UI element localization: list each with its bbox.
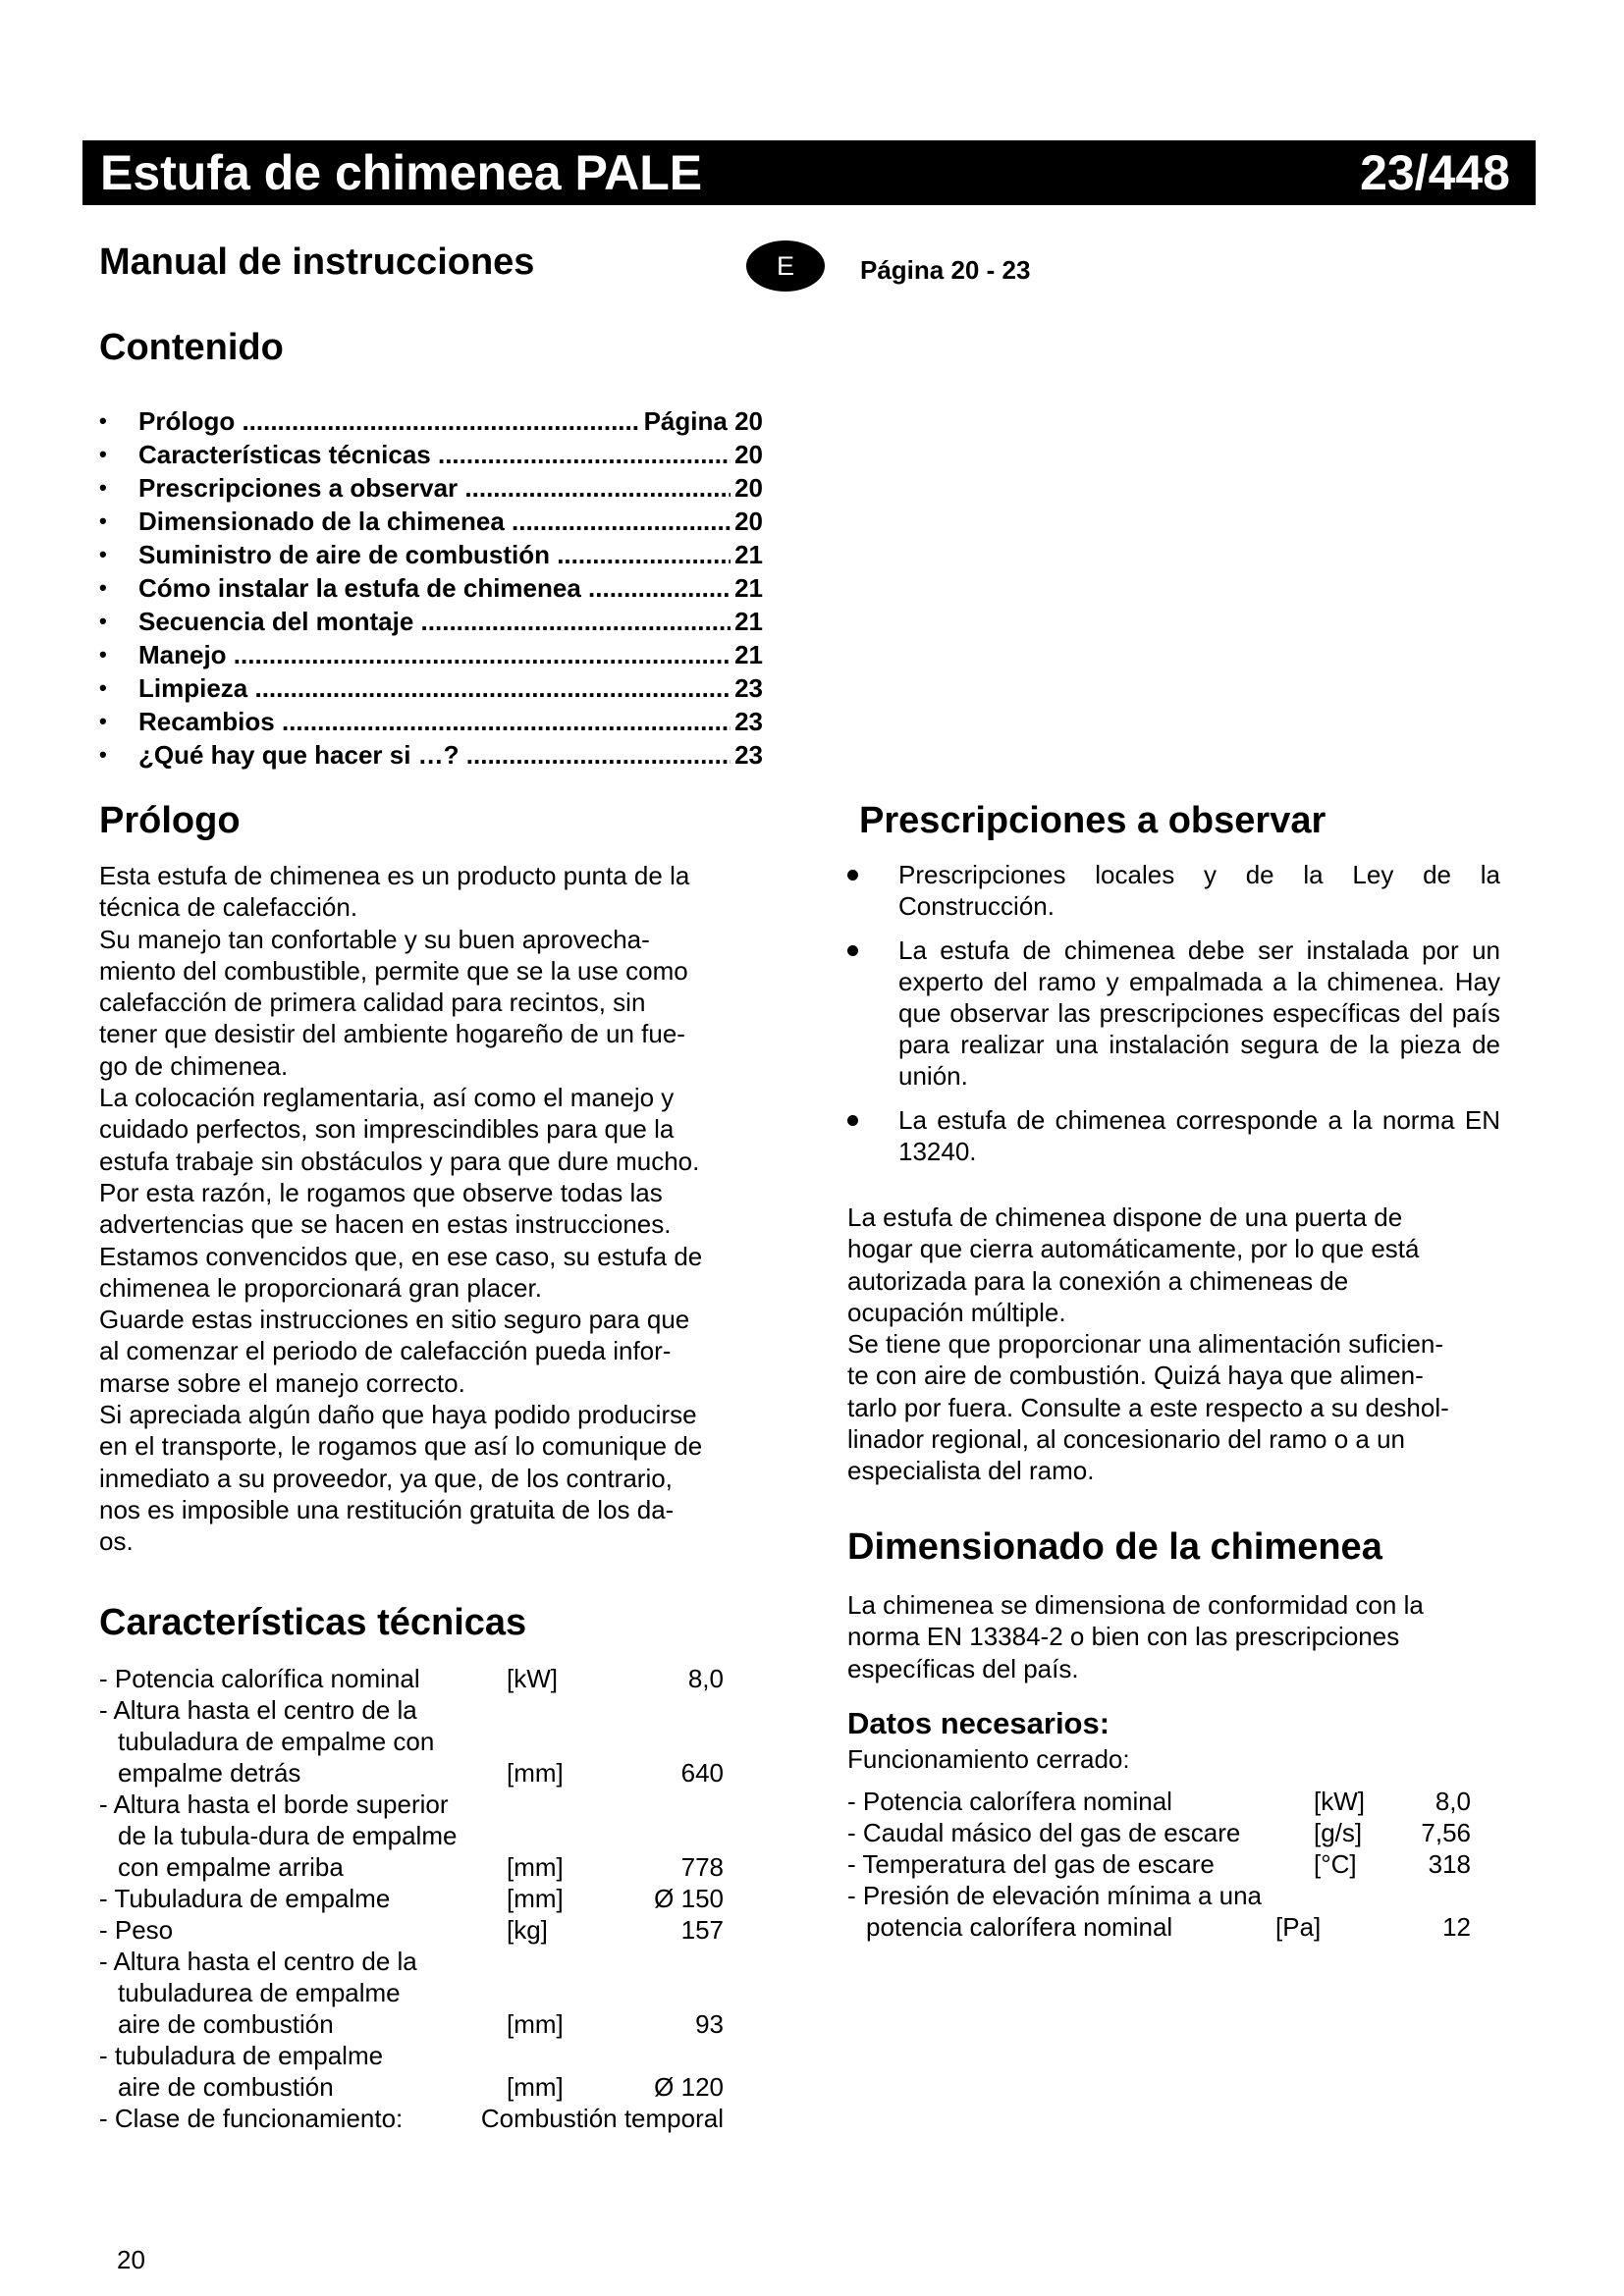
dimensionado-text: La chimenea se dimensiona de conformidad con la norma EN 13384-2 o bien con las prescripciones específicas del país. [847, 1590, 1424, 1683]
contents-heading: Contenido [99, 327, 284, 368]
spec-row: de la tubula-dura de empalme [118, 1821, 458, 1850]
bullet-icon: • [99, 709, 107, 733]
bullet-icon [847, 1115, 858, 1126]
list-item: Prescripciones locales y de la Ley de la Construcción. [847, 859, 1500, 922]
spec-row: con empalme arriba [mm] 778 [118, 1852, 724, 1882]
datos-heading: Datos necesarios: [847, 1706, 1110, 1740]
prescripciones-text: La estufa de chimenea dispone de una puerta de hogar que cierra automáticamente, por lo que está autorizada para la conexión a chimeneas de ocupación múltiple. Se tiene que proporcionar una alimentación suficien- te con aire de combustión. Quizá haya que alimen- tarlo por fuera. Consulte a este respecto a su deshol- linador regional, al concesionario del ramo o a un especialista del ramo. [847, 1202, 1449, 1486]
spec-row: potencia calorífera nominal [Pa] 12 [866, 1912, 1471, 1942]
spec-row: - Altura hasta el centro de la [99, 1947, 417, 1976]
spec-row: - Tubuladura de empalme [mm] Ø 150 [99, 1884, 724, 1913]
spec-row: empalme detrás [mm] 640 [118, 1758, 724, 1788]
toc-label: Secuencia del montaje ..... [138, 605, 763, 638]
toc-item [99, 638, 763, 671]
list-item: La estufa de chimenea debe ser instalada por un experto del ramo y empalmada a la chimenea. Hay que observar las prescripciones específicas del país para realizar una instalación segura de la pieza de unión. [847, 934, 1500, 1092]
toc-page: 20 [731, 438, 763, 471]
toc-label: Manejo ..... [138, 638, 763, 671]
bullet-icon: • [99, 642, 107, 667]
toc-page: 23 [731, 738, 763, 772]
toc-item [99, 471, 763, 505]
toc-item [99, 738, 763, 772]
spec-row: tubuladura de empalme con [118, 1727, 435, 1756]
toc-label: Cómo instalar la estufa de chimenea ..... [138, 571, 763, 605]
page-range: Página 20 - 23 [860, 255, 1031, 285]
specs-table [99, 1663, 724, 2134]
document-title: Estufa de chimenea PALE [100, 145, 703, 200]
datos-table [847, 1786, 1471, 1943]
toc-item [99, 705, 763, 738]
toc-page: 21 [731, 605, 763, 638]
prescripciones-list [847, 859, 1500, 1180]
toc-label: Limpieza ..... [138, 671, 763, 705]
toc-label: Suministro de aire de combustión ..... [138, 538, 763, 571]
spec-row: - Altura hasta el borde superior [99, 1789, 449, 1819]
list-item: La estufa de chimenea corresponde a la norma EN 13240. [847, 1104, 1500, 1167]
spec-row: - Potencia calorífera nominal [kW] 8,0 [847, 1787, 1471, 1816]
document-number: 23/448 [1360, 145, 1510, 200]
bullet-icon: • [99, 675, 107, 700]
page-number: 20 [117, 2245, 145, 2274]
bullet-icon: • [99, 508, 107, 533]
toc-page: Página 20 [640, 404, 763, 438]
spec-row: tubuladurea de empalme [118, 1978, 401, 2007]
spec-row: aire de combustión [mm] 93 [118, 2009, 724, 2039]
toc-page: 21 [731, 538, 763, 571]
spec-row: - Clase de funcionamiento: Combustión temporal [99, 2104, 724, 2133]
document-title-bar [82, 140, 1536, 205]
toc-label: Dimensionado de la chimenea ..... [138, 505, 763, 538]
toc-item [99, 538, 763, 571]
spec-row: - Altura hasta el centro de la [99, 1695, 417, 1725]
bullet-icon: • [99, 575, 107, 600]
prescripciones-heading: Prescripciones a observar [859, 800, 1326, 841]
toc-label: ¿Qué hay que hacer si …? ..... [138, 738, 763, 772]
spec-row: - Potencia calorífica nominal [kW] 8,0 [99, 1664, 724, 1693]
bullet-icon: • [99, 542, 107, 566]
toc-page: 21 [731, 638, 763, 671]
toc-page: 23 [731, 671, 763, 705]
toc-label: Prólogo ..... [138, 404, 763, 438]
bullet-icon: • [99, 475, 107, 500]
toc-label: Prescripciones a observar ..... [138, 471, 763, 505]
prologo-text: Esta estufa de chimenea es un producto punta de la técnica de calefacción. Su manejo tan confortable y su buen aprovecha- miento del combustible, permite que se la use como calefacción de primera calidad para recintos, sin tener que desistir del ambiente hogareño de un fue- go de chimenea. La colocación reglamentaria, así como el manejo y cuidado perfectos, son imprescindibles para que la estufa trabaje sin obstáculos y para que dure mucho. Por esta razón, le rogamos que observe todas las advertencias que se hacen en estas instrucciones. Estamos convencidos que, en ese caso, su estufa de chimenea le proporcionará gran placer. Guarde estas instrucciones en sitio seguro para que al comenzar el periodo de calefacción pueda infor- marse sobre el manejo correcto. Si apreciada algún daño que haya podido producirse en el transporte, le rogamos que así lo comunique de inmediato a su proveedor, ya que, de los contrario, nos es imposible una restitución gratuita de los da- os. [99, 861, 703, 1557]
manual-heading: Manual de instrucciones [99, 241, 535, 283]
spec-row: - Peso [kg] 157 [99, 1915, 724, 1945]
datos-subtitle: Funcionamiento cerrado: [847, 1744, 1130, 1774]
toc-label: Características técnicas ..... [138, 438, 763, 471]
toc-page: 20 [731, 471, 763, 505]
toc-label: Recambios ..... [138, 705, 763, 738]
toc-page: 23 [731, 705, 763, 738]
toc-item [99, 505, 763, 538]
table-of-contents [99, 404, 763, 772]
spec-row: - Presión de elevación mínima a una [847, 1881, 1263, 1910]
bullet-icon: • [99, 742, 107, 767]
bullet-icon: • [99, 609, 107, 633]
toc-page: 20 [731, 505, 763, 538]
toc-item [99, 605, 763, 638]
spec-row: - Temperatura del gas de escare [°C] 318 [847, 1849, 1471, 1879]
toc-page: 21 [731, 571, 763, 605]
toc-item [99, 571, 763, 605]
bullet-icon: • [99, 408, 107, 433]
toc-item [99, 404, 763, 438]
caracteristicas-heading: Características técnicas [99, 1602, 527, 1643]
language-badge: E [746, 240, 825, 292]
prologo-heading: Prólogo [99, 800, 241, 841]
bullet-icon [847, 945, 858, 956]
bullet-icon [847, 870, 858, 881]
spec-row: - tubuladura de empalme [99, 2041, 384, 2070]
dimensionado-heading: Dimensionado de la chimenea [847, 1526, 1382, 1568]
toc-item [99, 438, 763, 471]
toc-item [99, 671, 763, 705]
bullet-icon: • [99, 442, 107, 466]
spec-row: - Caudal másico del gas de escare [g/s] 7,56 [847, 1818, 1471, 1847]
spec-row: aire de combustión [mm] Ø 120 [118, 2072, 724, 2102]
